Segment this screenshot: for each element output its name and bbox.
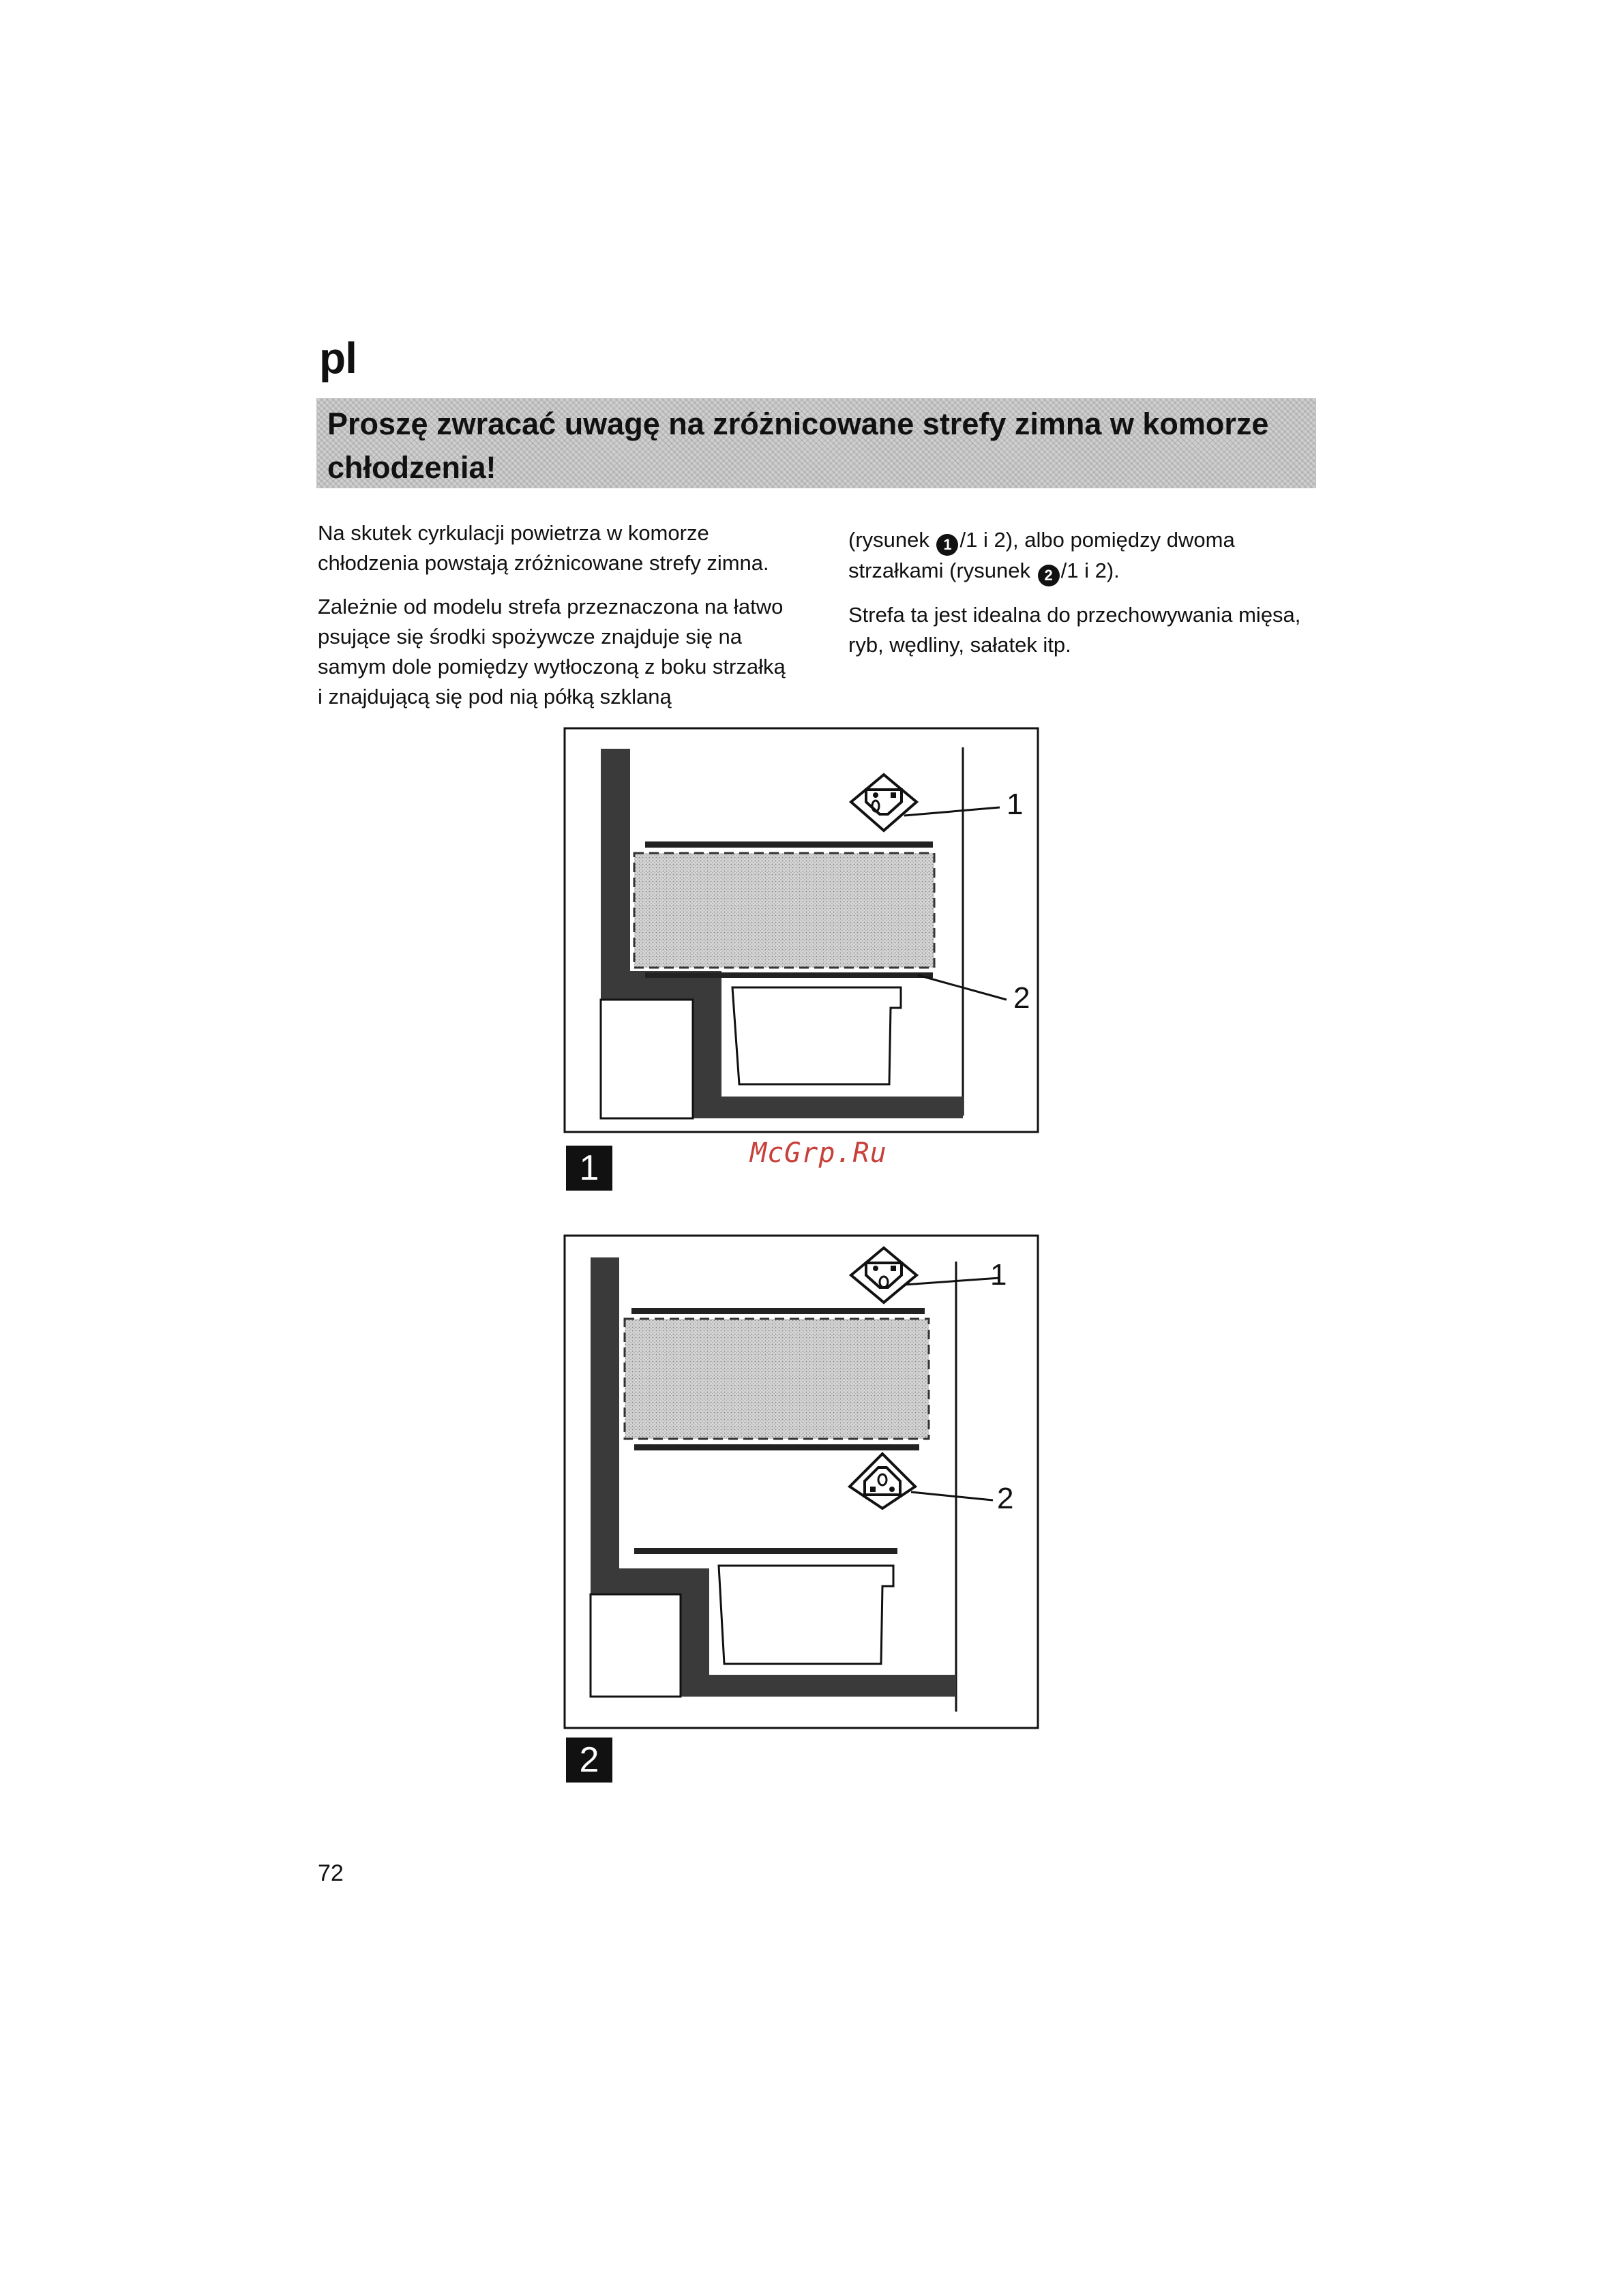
figure-2-shelf-glass — [634, 1548, 897, 1554]
figure-2-shelf-top — [631, 1308, 925, 1314]
ref-text-b: /1 i 2), albo pomiędzy dwoma strzałkami (rysunek — [848, 528, 1235, 582]
figure-1-callout-2: 2 — [1013, 981, 1030, 1015]
ref-text-c: /1 i 2). — [1060, 558, 1120, 582]
figure-1-drawer — [732, 987, 901, 1084]
figure-1-shelf-glass — [645, 972, 933, 978]
figure-2-badge: 2 — [566, 1738, 612, 1783]
figure-1-diagram — [563, 727, 1041, 1136]
right-column — [848, 525, 1326, 660]
figure-2-cold-zone — [625, 1319, 929, 1439]
left-column — [318, 518, 795, 712]
figure-1-leader-1 — [904, 807, 1000, 816]
figure-2-leader-2 — [911, 1492, 993, 1500]
figure-2-arrow-icon-bottom — [850, 1454, 915, 1508]
figure-2-diagram — [563, 1234, 1041, 1732]
watermark: McGrp.Ru — [750, 1137, 887, 1169]
figure-1-badge: 1 — [566, 1146, 612, 1191]
figure-1-cold-zone — [634, 853, 934, 968]
page-number: 72 — [318, 1860, 344, 1886]
figure-2-drawer — [719, 1566, 893, 1664]
right-paragraph-1 — [848, 525, 1326, 586]
page-title: Proszę zwracać uwagę na zróżnicowane strefy zimna w komorze chłodzenia! — [327, 406, 1269, 485]
figure-ref-2-badge: 2 — [1038, 565, 1060, 586]
figure-1-bottom-left-box — [601, 1000, 693, 1118]
figure-2-bottom-left-box — [591, 1594, 681, 1697]
figure-ref-1-badge: 1 — [936, 534, 958, 556]
left-paragraph-2: Zależnie od modelu strefa przeznaczona na łatwo psujące się środki spożywcze znajduje się na samym dole pomiędzy wytłoczoną z boku strzałką i znajdującą się pod nią półką szklaną — [318, 595, 786, 709]
figure-2-callout-1: 1 — [990, 1258, 1007, 1292]
right-paragraph-2: Strefa ta jest idealna do przechowywania mięsa, ryb, wędliny, sałatek itp. — [848, 603, 1301, 657]
figure-2-callout-2: 2 — [997, 1482, 1014, 1515]
figure-2-leader-1 — [904, 1278, 1000, 1285]
left-paragraph-1: Na skutek cyrkulacji powietrza w komorze chłodzenia powstają zróżnicowane strefy zimna. — [318, 521, 769, 575]
language-code: pl — [319, 333, 357, 383]
figure-1-callout-1: 1 — [1007, 788, 1024, 821]
ref-text-a: (rysunek — [848, 528, 936, 552]
figure-2-arrow-icon-top — [851, 1248, 917, 1302]
figure-2-shelf-middle — [634, 1444, 919, 1450]
figure-1-arrow-icon — [851, 775, 917, 831]
figure-1-shelf-top — [645, 841, 933, 848]
